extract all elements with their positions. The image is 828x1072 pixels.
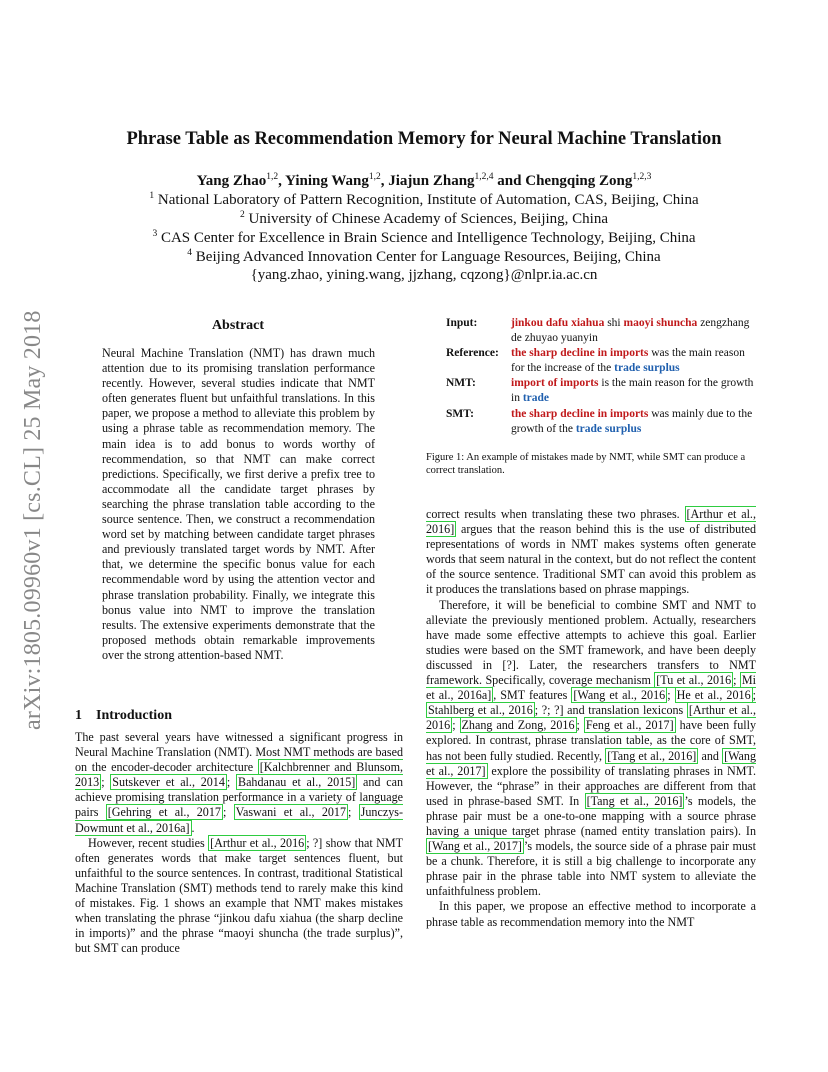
abstract-heading: Abstract	[211, 318, 265, 333]
affiliation-sup: 4	[187, 248, 193, 258]
citation-link[interactable]: Feng et al., 2017]	[585, 718, 674, 733]
author-emails: {yang.zhao, yining.wang, jjzhang, cqzong}@nlpr.ia.ac.cn	[250, 267, 598, 283]
paragraph: In this paper, we propose an effective method to incorporate a phrase table as recommendation memory into the NMT	[426, 899, 756, 929]
author-sup: 1,2,3	[632, 172, 652, 182]
paragraph: Therefore, it will be beneficial to combine SMT and NMT to alleviate the previously mentioned problem. Actually, researchers have made some effective attempts to achieve this goal. Earlier studies were based on the SMT framework, and have been deeply discussed in [?]. Later, the researchers transfers to NMT framework. Specifically, coverage mechanism [Tu et al., 2016 ; Mi et al., 2016a] , SMT features [Wang et al., 2016 ; He et al., 2016 ; Stahlberg et al., 2016 ; ?; ?] and translation lexicons [Arthur et al., 2016 ; Zhang and Zong, 2016 ; Feng et al., 2017] have been fully explored. In contrast, phrase translation table, as the core of SMT, has not been fully studied. Recently, [Tang et al., 2016] and [Wang et al., 2017] explore the possibility of translating phrases in NMT. However, the “phrase” in their approaches are different from that used in phrase-based SMT. In [Tang et al., 2016] ’s models, the phrase pair must be a one-to-one mapping with a source phrase having a unique target phrase (named entity translation pairs). In [Wang et al., 2017] ’s models, the source side of a phrase pair must be a chunk. Therefore, it is still a big challenge to incorporate any phrase pair in the phrase table into NMT system to alleviate the unfaithfulness problem.	[426, 597, 757, 899]
figure-row-nmt: NMT: import of imports is the main reason for the growth in trade	[446, 377, 754, 405]
citation-link[interactable]: Bahdanau et al., 2015]	[238, 775, 356, 790]
citation-link[interactable]: [Wang et al., 2017]	[426, 748, 756, 778]
author-name: Yang Zhao	[196, 173, 267, 189]
abstract-body: Neural Machine Translation (NMT) has drawn much attention due to its promising translation performance recently. However, several studies indicate that NMT often generates fluent but unfaithful translations. In this paper, we propose a method to alleviate this problem by using a phrase table as recommendation memory. The main idea is to add bonus to words worthy of recommendation, so that NMT can make correct predictions. Specifically, we first derive a prefix tree to accommodate all the candidate target phrases by searching the phrase translation table according to the source sentence. Then, we construct a recommendation word set by matching between candidate target phrases and previously translated target words by NMT. After that, we determine the specific bonus value for each recommendable word by using the attention vector and phrase translation probability. Finally, we integrate this bonus value into NMT to improve the translation results. The extensive experiments demonstrate that the proposed methods obtain remarkable improvements over the strong attention-based NMT.	[102, 346, 375, 662]
citation-link[interactable]: He et al., 2016	[676, 688, 751, 703]
author-list: Yang Zhao$^{1,2}$, Yining Wang$^{1,2}$, Jiajun Zhang$^{1,2,4}$ and Chengqing Zong$^{1,2,3}$	[196, 172, 652, 189]
row-label: Input:	[446, 317, 478, 329]
figure-row-smt: SMT: the sharp decline in imports was mainly due to the growth of the trade surplus	[446, 407, 753, 435]
author-name: Chengqing Zong	[525, 173, 633, 189]
figure-caption: Figure 1: An example of mistakes made by NMT, while SMT can produce a correct translation.	[426, 452, 746, 476]
figure-row-input: Input: jinkou dafu xiahua shi maoyi shuncha zengzhang de zhuyao yuanyin	[446, 317, 750, 345]
citation-link[interactable]: [Wang et al., 2017]	[428, 839, 522, 854]
citation-link[interactable]: [Tu et al., 2016	[656, 673, 732, 688]
affiliation	[60, 210, 788, 228]
paper-title: Phrase Table as Recommendation Memory for Neural Machine Translation	[126, 129, 722, 149]
paragraph: correct results when translating these two phrases. [Arthur et al., 2016] argues that the reason behind this is the use of distributed representations of words in NMT makes systems often generate words that seem natural in the context, but do not reflect the content of the source sentence. Traditional SMT can avoid this problem as it produces the translations based on phrase mappings.	[426, 507, 756, 597]
author-sup: 1,2	[368, 172, 381, 182]
affiliation-sup: 1	[149, 191, 155, 201]
affiliation-text: National Laboratory of Pattern Recognition, Institute of Automation, CAS, Beijing, China	[157, 192, 699, 208]
affiliation	[60, 229, 788, 247]
citation-link[interactable]: Sutskever et al., 2014	[112, 775, 225, 790]
paragraph: The past several years have witnessed a significant progress in Neural Machine Translation (NMT). Most NMT methods are based on the encoder-decoder architecture [Kalchbrenner and Blunsom, 2013 ; Sutskever et al., 2014 ; Bahdanau et al., 2015] and can achieve promising translation performance in a variety of language pairs [Gehring et al., 2017 ; Vaswani et al., 2017 ; Junczys-Dowmunt et al., 2016a] .	[75, 730, 404, 835]
right-column-text	[426, 507, 756, 930]
citation-link[interactable]: [Arthur et al., 2016	[426, 703, 756, 733]
affiliation-sup: 3	[152, 229, 158, 239]
affiliation-sup: 2	[239, 210, 245, 220]
arxiv-identifier: arXiv:1805.09960v1 [cs.CL] 25 May 2018	[20, 310, 46, 730]
citation-link[interactable]: Junczys-Dowmunt et al., 2016a]	[75, 805, 403, 835]
affiliation-text: CAS Center for Excellence in Brain Science and Intelligence Technology, Beijing, China	[160, 230, 696, 246]
row-label: Reference:	[446, 347, 499, 360]
row-label: SMT:	[446, 407, 474, 420]
citation-link[interactable]: Stahlberg et al., 2016	[428, 703, 533, 718]
citation-link[interactable]: [Kalchbrenner and Blunsom, 2013	[75, 760, 404, 790]
section-heading	[75, 708, 172, 724]
citation-link[interactable]: [Arthur et al., 2016	[210, 835, 305, 850]
citation-link[interactable]: [Wang et al., 2016	[573, 688, 666, 703]
citation-link[interactable]: [Tang et al., 2016]	[607, 748, 697, 763]
citation-link[interactable]: Zhang and Zong, 2016	[461, 718, 575, 733]
author-sup: 1,2,4	[474, 172, 494, 182]
section-title: Introduction	[96, 708, 172, 723]
figure-row-reference: Reference: the sharp decline in imports was the main reason for the increase of the trade surplus	[446, 347, 745, 375]
affiliation	[60, 248, 788, 266]
citation-link[interactable]: Mi et al., 2016a]	[426, 673, 756, 703]
intro-text	[75, 730, 403, 956]
paragraph: However, recent studies [Arthur et al., 2016 ; ?] show that NMT often generates words that make target sentences fluent, but unfaithful to the source sentences. In contrast, traditional Statistical Machine Translation (SMT) methods tend to rarely make this kind of mistakes. Fig. 1 shows an example that NMT makes mistakes when translating the phrase “jinkou dafu xiahua (the sharp decline in imports)” and the phrase “maoyi shuncha (the trade surplus)”, but SMT can produce	[75, 835, 403, 956]
author-name: Jiajun Zhang	[388, 173, 475, 189]
citation-link[interactable]: Vaswani et al., 2017	[235, 805, 347, 820]
row-label: NMT:	[446, 377, 476, 390]
affiliation-text: University of Chinese Academy of Sciences, Beijing, China	[248, 211, 608, 227]
author-name: Yining Wang	[285, 173, 369, 189]
section-number: 1	[75, 708, 82, 723]
citation-link[interactable]: [Arthur et al., 2016]	[426, 507, 756, 537]
figure-example	[446, 316, 756, 437]
affiliation-text: Beijing Advanced Innovation Center for Language Resources, Beijing, China	[195, 249, 661, 265]
affiliation	[60, 191, 788, 209]
citation-link[interactable]: [Tang et al., 2016]	[586, 793, 683, 808]
citation-link[interactable]: [Gehring et al., 2017	[107, 805, 221, 820]
author-sup: 1,2	[266, 172, 279, 182]
